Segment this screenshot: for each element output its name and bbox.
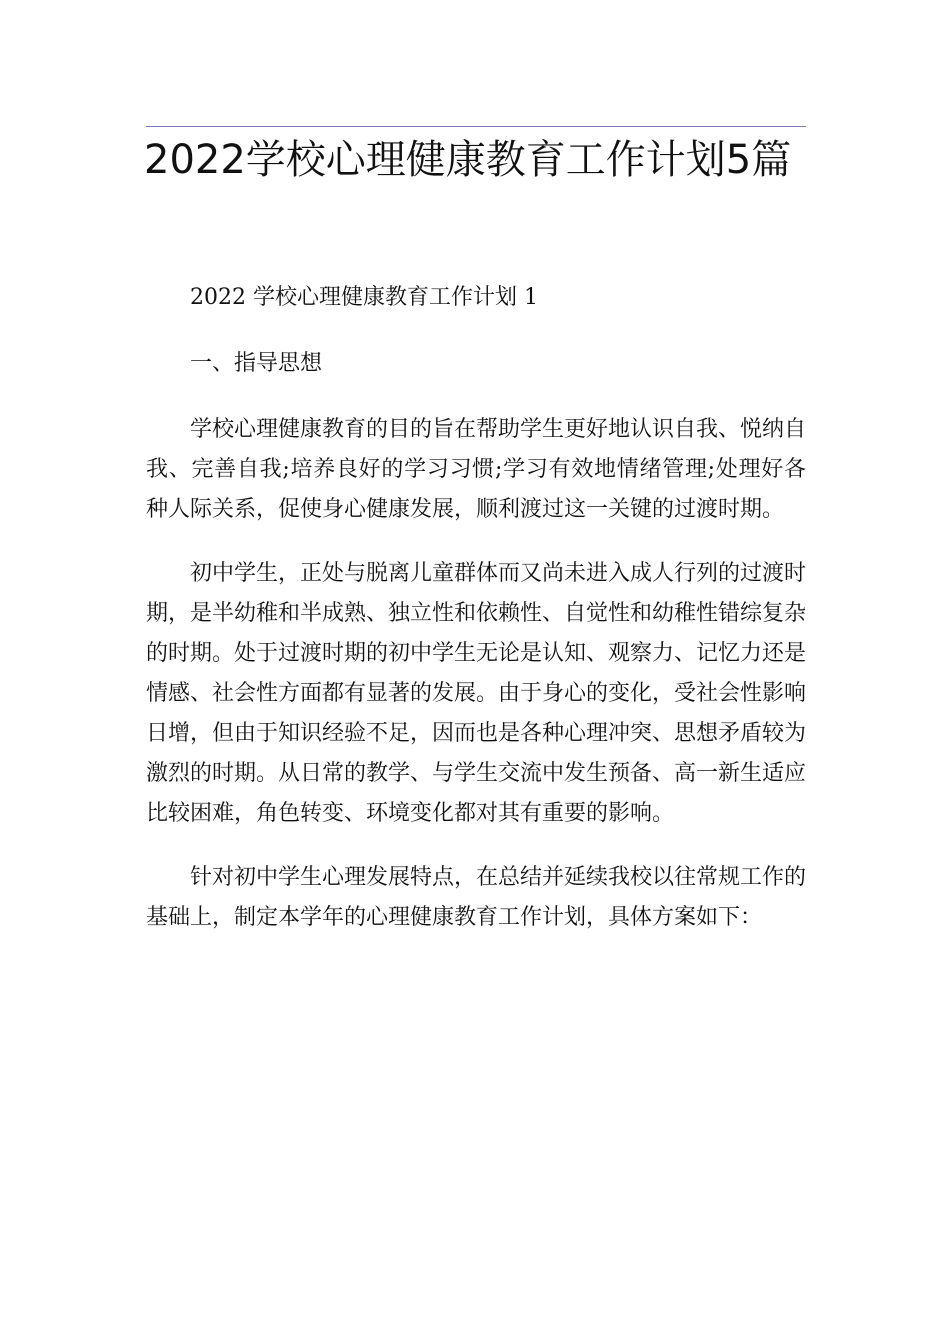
paragraph-2: 初中学生，正处与脱离儿童群体而又尚未进入成人行列的过渡时期，是半幼稚和半成熟、独立性和依赖性、自觉性和幼稚性错综复杂的时期。处于过渡时期的初中学生无论是认知、观察力、记忆力还是情感、社会性方面都有显著的发展。由于身心的变化，受社会性影响日增，但由于知识经验不足，因而也是各种心理冲突、思想矛盾较为激烈的时期。从日常的教学、与学生交流中发生预备、高一新生适应比较困难，角色转变、环境变化都对其有重要的影响。 [146,561,807,826]
title-top-rule [146,126,806,127]
document-body [146,278,806,962]
paragraph-3: 针对初中学生心理发展特点，在总结并延续我校以往常规工作的基础上，制定本学年的心理健康教育工作计划，具体方案如下： [146,865,807,930]
section-heading: 一、指导思想 [190,351,323,376]
plan-subtitle: 2022 学校心理健康教育工作计划 1 [190,285,538,310]
document-title: 2022学校心理健康教育工作计划5篇 [144,137,792,183]
paragraph-1: 学校心理健康教育的目的旨在帮助学生更好地认识自我、悦纳自我、完善自我;培养良好的学习习惯;学习有效地情绪管理;处理好各种人际关系，促使身心健康发展，顺利渡过这一关键的过渡时期。 [146,417,807,522]
